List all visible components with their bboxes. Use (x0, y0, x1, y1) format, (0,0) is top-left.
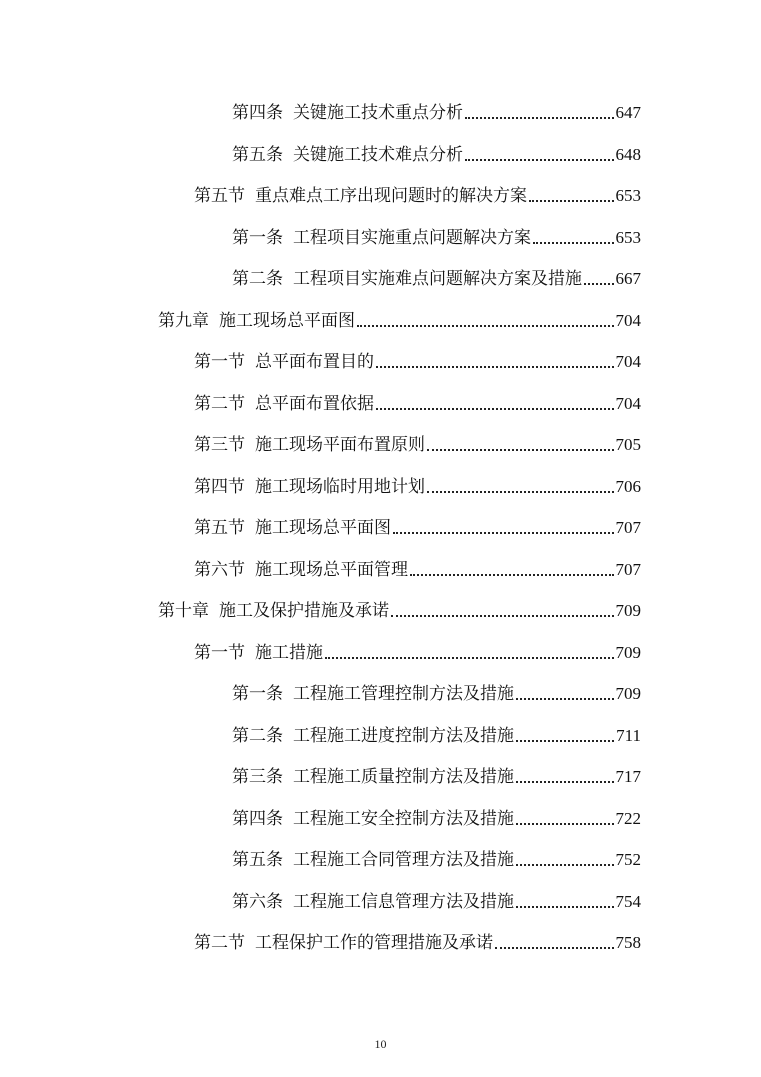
toc-entry-page: 754 (615, 891, 641, 911)
toc-entry-label: 第四节 (194, 476, 245, 497)
toc-entry-title: 施工现场平面布置原则 (255, 435, 425, 455)
toc-dot-leader (427, 491, 614, 493)
toc-entry-title: 施工及保护措施及承诺 (219, 601, 389, 621)
toc-entry[interactable] (194, 634, 641, 664)
toc-entry-page: 705 (615, 435, 641, 454)
toc-entry-title: 总平面布置目的 (255, 352, 374, 372)
toc-entry[interactable] (194, 385, 641, 415)
toc-entry-label: 第一条 (232, 227, 283, 248)
toc-entry-page: 717 (615, 767, 641, 786)
toc-entry-title: 工程项目实施重点问题解决方案 (293, 227, 531, 248)
toc-entry-label: 第三节 (194, 435, 245, 455)
toc-dot-leader (325, 657, 614, 659)
toc-entry-page: 758 (615, 933, 641, 952)
toc-entry[interactable] (232, 841, 641, 871)
toc-entry-page: 704 (615, 352, 641, 371)
toc-dot-leader (533, 242, 614, 244)
toc-entry-label: 第一条 (232, 684, 283, 704)
toc-entry-title: 工程施工管理控制方法及措施 (293, 684, 514, 704)
toc-entry[interactable] (194, 924, 641, 954)
toc-entry-title: 工程施工安全控制方法及措施 (293, 808, 514, 829)
toc-entry[interactable] (232, 675, 641, 705)
toc-entry-title: 工程施工合同管理方法及措施 (293, 850, 514, 870)
toc-entry-label: 第十章 (158, 601, 209, 621)
toc-entry-page: 648 (615, 144, 641, 164)
toc-entry[interactable] (158, 302, 641, 332)
toc-dot-leader (465, 117, 614, 119)
toc-entry-page: 709 (615, 642, 641, 662)
toc-entry-title: 施工现场临时用地计划 (255, 476, 425, 497)
toc-entry-page: 704 (615, 310, 641, 330)
toc-entry-title: 施工措施 (255, 642, 323, 663)
toc-entry-label: 第一节 (194, 352, 245, 372)
toc-dot-leader (516, 906, 614, 908)
toc-entry-page: 704 (615, 393, 641, 413)
toc-entry-label: 第五节 (194, 518, 245, 538)
toc-entry-title: 重点难点工序出现问题时的解决方案 (255, 186, 527, 206)
toc-entry-label: 第六节 (194, 559, 245, 580)
toc-entry[interactable] (232, 883, 641, 913)
toc-entry-label: 第四条 (232, 103, 283, 123)
toc-entry[interactable] (194, 426, 641, 456)
toc-dot-leader (376, 408, 614, 410)
toc-entry-title: 施工现场总平面图 (255, 518, 391, 538)
toc-entry-title: 关键施工技术难点分析 (293, 144, 463, 165)
toc-entry-label: 第九章 (158, 310, 209, 331)
toc-entry-label: 第三条 (232, 767, 283, 787)
toc-entry-label: 第二条 (232, 725, 283, 746)
toc-entry-page: 653 (615, 186, 641, 205)
toc-entry[interactable] (232, 800, 641, 830)
toc-entry-title: 施工现场总平面管理 (255, 559, 408, 580)
toc-entry-label: 第六条 (232, 891, 283, 912)
toc-dot-leader (516, 823, 614, 825)
toc-entry[interactable] (232, 219, 641, 249)
toc-dot-leader (357, 325, 614, 327)
toc-dot-leader (516, 740, 614, 742)
toc-entry-page: 653 (615, 227, 641, 247)
toc-entry-title: 工程项目实施难点问题解决方案及措施 (293, 269, 582, 289)
toc-entry[interactable] (194, 343, 641, 373)
toc-entry-page: 709 (615, 601, 641, 620)
toc-entry-page: 707 (615, 559, 641, 579)
toc-dot-leader (393, 532, 614, 534)
toc-entry-label: 第二条 (232, 269, 283, 289)
toc-dot-leader (465, 159, 614, 161)
toc-entry[interactable] (158, 592, 641, 622)
toc-entry[interactable] (232, 758, 641, 788)
toc-dot-leader (516, 864, 614, 866)
toc-entry-title: 工程施工进度控制方法及措施 (293, 725, 514, 746)
toc-entry-page: 709 (615, 684, 641, 703)
toc-entry[interactable] (232, 94, 641, 124)
toc-dot-leader (516, 781, 614, 783)
toc-entry-title: 总平面布置依据 (255, 393, 374, 414)
toc-entry-title: 工程施工质量控制方法及措施 (293, 767, 514, 787)
toc-entry-label: 第二节 (194, 393, 245, 414)
toc-entry[interactable] (232, 717, 641, 747)
toc-entry[interactable] (194, 509, 641, 539)
toc-entry-label: 第五条 (232, 144, 283, 165)
toc-entry-page: 707 (615, 518, 641, 537)
toc-entry-page: 667 (615, 269, 641, 288)
toc-entry-page: 752 (615, 850, 641, 869)
toc-dot-leader (495, 947, 614, 949)
toc-entry-label: 第五节 (194, 186, 245, 206)
toc-dot-leader (391, 615, 614, 617)
toc-entry-page: 711 (616, 725, 641, 745)
toc-dot-leader (584, 283, 614, 285)
toc-dot-leader (427, 449, 614, 451)
toc-entry-page: 706 (615, 476, 641, 496)
toc-entry-title: 施工现场总平面图 (219, 310, 355, 331)
toc-entry-title: 工程施工信息管理方法及措施 (293, 891, 514, 912)
toc-entry-page: 647 (615, 103, 641, 122)
toc-entry-label: 第一节 (194, 642, 245, 663)
toc-entry[interactable] (232, 136, 641, 166)
toc-entry-title: 工程保护工作的管理措施及承诺 (255, 933, 493, 953)
toc-entry[interactable] (232, 260, 641, 290)
toc-entry[interactable] (194, 551, 641, 581)
toc-dot-leader (376, 366, 614, 368)
toc-dot-leader (410, 574, 614, 576)
toc-entry-page: 722 (615, 808, 641, 828)
toc-entry-label: 第五条 (232, 850, 283, 870)
toc-dot-leader (516, 698, 614, 700)
toc-dot-leader (529, 200, 614, 202)
toc-entry[interactable] (194, 177, 641, 207)
page-number: 10 (374, 1037, 387, 1051)
toc-entry-label: 第四条 (232, 808, 283, 829)
toc-entry[interactable] (194, 468, 641, 498)
toc-entry-title: 关键施工技术重点分析 (293, 103, 463, 123)
toc-entry-label: 第二节 (194, 933, 245, 953)
